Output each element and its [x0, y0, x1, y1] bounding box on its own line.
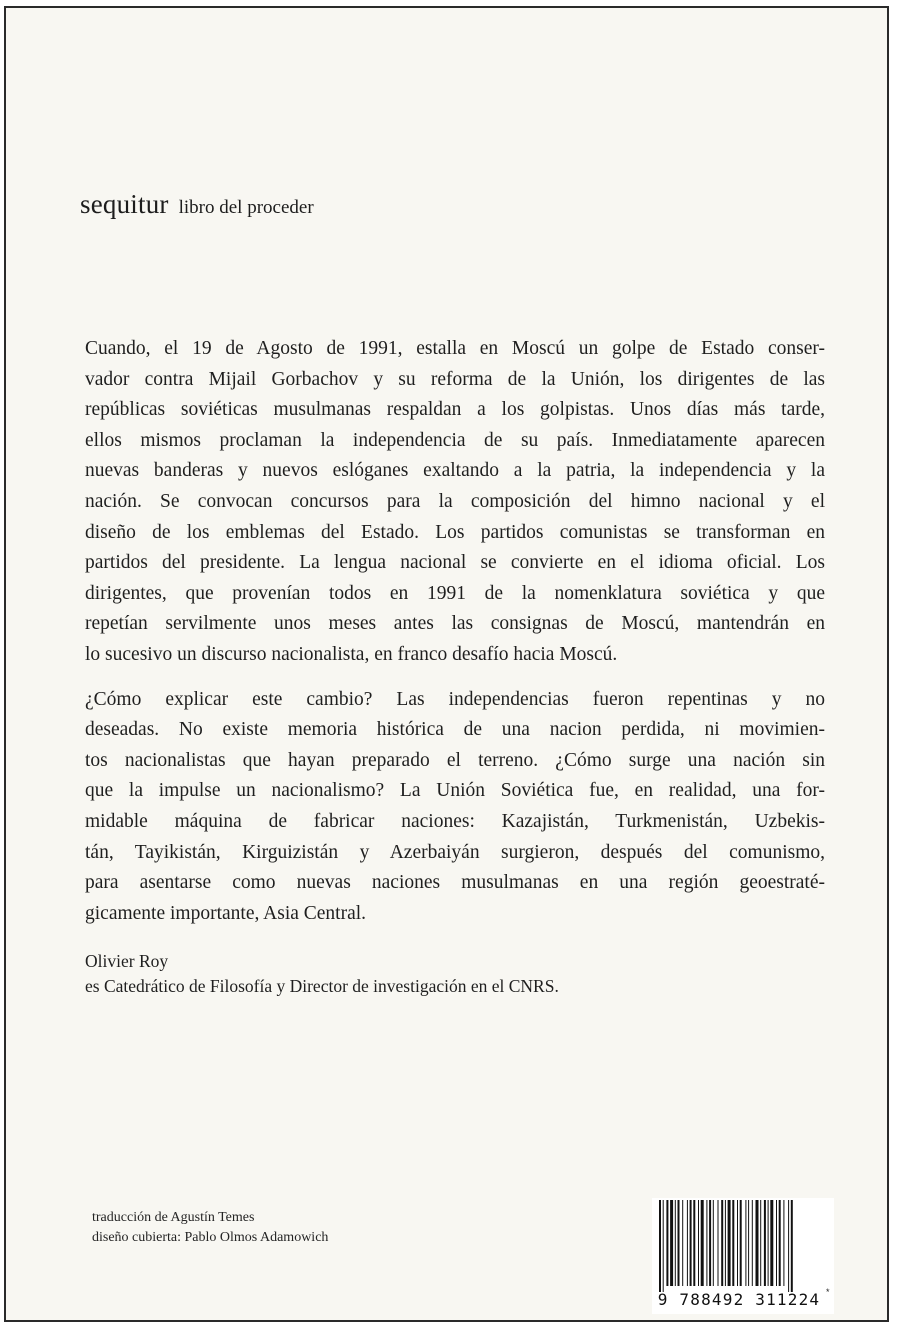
- text-line: repetían servilmente unos meses antes las consignas de Moscú, mantendrán en: [85, 613, 825, 635]
- isbn-number: 9 788492 311224: [657, 1290, 821, 1309]
- blurb-paragraph-1: [85, 334, 825, 671]
- isbn-barcode: [652, 1198, 834, 1314]
- author-name: Olivier Roy: [85, 951, 169, 972]
- barcode-bar: [748, 1200, 749, 1286]
- text-line: lo sucesivo un discurso nacionalista, en franco desafío hacia Moscú.: [85, 643, 618, 665]
- barcode-bar: [721, 1200, 723, 1286]
- barcode-bar: [756, 1200, 759, 1286]
- cover-design-credit: diseño cubierta: Pablo Olmos Adamowich: [92, 1229, 329, 1245]
- barcode-bar: [706, 1200, 707, 1286]
- text-line: nuevas banderas y nuevos eslóganes exaltando a la patria, la independencia y la: [85, 460, 825, 482]
- author-bio: [85, 949, 825, 999]
- text-line: para asentarse como nuevas naciones musulmanas en una región geoestraté-: [85, 872, 825, 894]
- text-line: deseadas. No existe memoria histórica de una nacion perdida, ni movimien-: [85, 719, 825, 741]
- text-line: tán, Tayikistán, Kirguizistán y Azerbaiyán surgieron, después del comunismo,: [85, 841, 825, 863]
- blurb-text: [85, 334, 825, 999]
- text-line: midable máquina de fabricar naciones: Kazajistán, Turkmenistán, Uzbekis-: [85, 810, 825, 832]
- barcode-bar: [779, 1200, 781, 1286]
- barcode-bar: [701, 1200, 704, 1286]
- barcode-bar: [698, 1200, 699, 1286]
- barcode-bar: [776, 1200, 777, 1286]
- book-back-cover: [4, 6, 889, 1322]
- barcode-bar: [693, 1200, 695, 1286]
- paragraph-spacer: [85, 671, 825, 685]
- text-line: diseño de los emblemas del Estado. Los partidos comunistas se transforman en: [85, 521, 825, 543]
- barcode-bar: [740, 1200, 742, 1286]
- text-line: que la impulse un nacionalismo? La Unión Soviética fue, en realidad, una for-: [85, 780, 825, 802]
- barcode-bar: [690, 1200, 692, 1286]
- text-line: vador contra Mijail Gorbachov y su reforma de la Unión, los dirigentes de las: [85, 368, 825, 390]
- barcode-bar: [783, 1200, 784, 1286]
- barcode-bar: [659, 1200, 661, 1292]
- barcode-bar: [675, 1200, 676, 1286]
- barcode-bar: [682, 1200, 683, 1286]
- publisher-brand: sequitur: [80, 189, 169, 219]
- barcode-bar: [678, 1200, 680, 1286]
- series-name: libro del proceder: [178, 197, 314, 218]
- isbn-mark: *: [826, 1287, 830, 1297]
- barcode-bar: [752, 1200, 753, 1286]
- text-line: Cuando, el 19 de Agosto de 1991, estalla en Moscú un golpe de Estado conser-: [85, 338, 825, 359]
- text-line: partidos del presidente. La lengua nacional se convierte en el idioma oficial. Los: [85, 552, 825, 574]
- barcode-bar: [760, 1200, 761, 1286]
- text-line: repúblicas soviéticas musulmanas respaldan a los golpistas. Unos días más tarde,: [85, 399, 825, 421]
- barcode-bar: [768, 1200, 769, 1286]
- barcode-bar: [718, 1200, 719, 1286]
- barcode-bar: [709, 1200, 711, 1286]
- text-line: dirigentes, que provenían todos en 1991 de la nomenklatura soviética y que: [85, 582, 825, 604]
- barcode-bar: [791, 1200, 793, 1292]
- publisher-header: [80, 189, 314, 220]
- text-line: tos nacionalistas que hayan preparado el terreno. ¿Cómo surge una nación sin: [85, 749, 825, 771]
- barcode-bar: [666, 1200, 668, 1286]
- barcode-bar: [764, 1200, 766, 1286]
- text-line: gicamente importante, Asia Central.: [85, 902, 367, 924]
- barcode-bar: [687, 1200, 688, 1286]
- blurb-paragraph-2: [85, 685, 825, 930]
- barcode-bar: [770, 1200, 773, 1286]
- barcode-bar: [670, 1200, 673, 1286]
- barcode-bar: [732, 1200, 734, 1286]
- barcode-bar: [745, 1200, 746, 1286]
- author-description: es Catedrático de Filosofía y Director de investigación en el CNRS.: [85, 976, 559, 997]
- barcode-bar: [725, 1200, 726, 1286]
- barcode-bar: [788, 1200, 789, 1292]
- barcode-bar: [663, 1200, 664, 1292]
- credits: [92, 1208, 328, 1247]
- barcode-bar: [737, 1200, 738, 1286]
- barcode-bar: [713, 1200, 714, 1286]
- text-line: ellos mismos proclaman la independencia de su país. Inmediatamente aparecen: [85, 429, 825, 451]
- barcode-bar: [728, 1200, 731, 1286]
- text-line: ¿Cómo explicar este cambio? Las independencias fueron repentinas y no: [85, 688, 825, 710]
- translation-credit: traducción de Agustín Temes: [92, 1210, 255, 1225]
- text-line: nación. Se convocan concursos para la composición del himno nacional y el: [85, 490, 825, 512]
- barcode-bars: [659, 1200, 827, 1296]
